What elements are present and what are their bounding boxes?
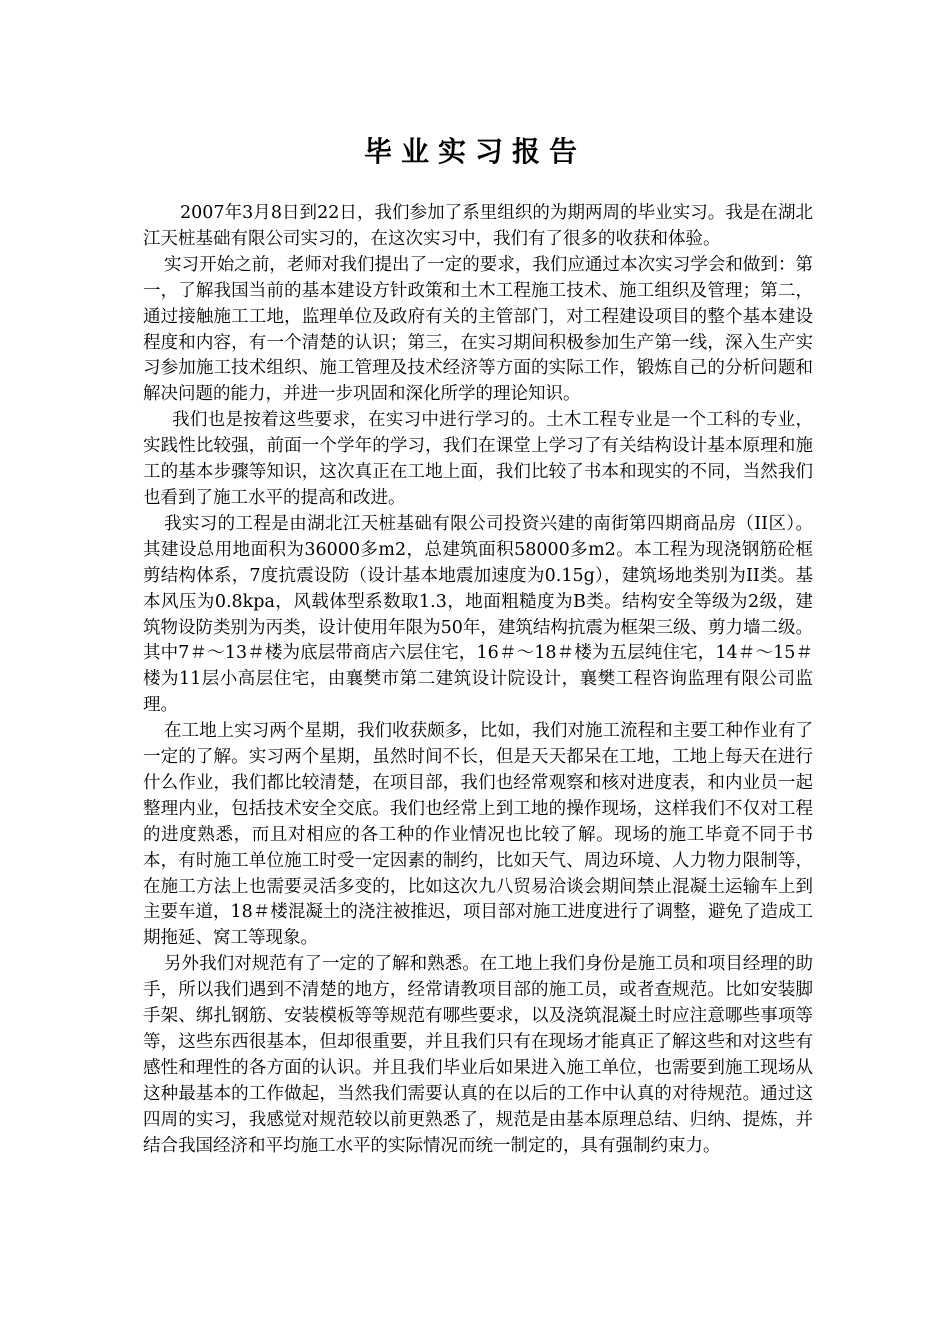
document-body [143,201,813,1160]
paragraph-standards: 另外我们对规范有了一定的了解和熟悉。在工地上我们身份是施工员和项目经理的助手，所以我们遇到不清楚的地方，经常请教项目部的施工员，或者查规范。比如安装脚手架、绑扎钢筋、安装模板等等规范有哪些要求，以及浇筑混凝土时应注意哪些事项等等，这些东西很基本，但却很重要，并且我们只有在现场才能真正了解这些和对这些有感性和理性的各方面的认识。并且我们毕业后如果进入施工单位，也需要到施工现场从这种最基本的工作做起，当然我们需要认真的在以后的工作中认真的对待规范。通过这四周的实习，我感觉对规范较以前更熟悉了，规范是由基本原理总结、归纳、提炼，并结合我国经济和平均施工水平的实际情况而统一制定的，具有强制约束力。 [143,954,813,1156]
paragraph-requirements: 实习开始之前，老师对我们提出了一定的要求，我们应通过本次实习学会和做到：第一，了解我国当前的基本建设方针政策和土木工程施工技术、施工组织及管理；第二，通过接触施工工地，监理单位及政府有关的主管部门，对工程建设项目的整个基本建设程度和内容，有一个清楚的认识；第三，在实习期间积极参加生产第一线，深入生产实习参加施工技术组织、施工管理及技术经济等方面的实际工作，锻炼自己的分析问题和解决问题的能力，并进一步巩固和深化所学的理论知识。 [143,254,813,405]
paragraph-learning: 我们也是按着这些要求，在实习中进行学习的。土木工程专业是一个工科的专业，实践性比较强，前面一个学年的学习，我们在课堂上学习了有关结构设计基本原理和施工的基本步骤等知识，这次真正在工地上面，我们比较了书本和现实的不同，当然我们也看到了施工水平的提高和改进。 [143,410,813,508]
paragraph-intro: 2007年3月8日到22日，我们参加了系里组织的为期两周的毕业实习。我是在湖北江天桩基础有限公司实习的，在这次实习中，我们有了很多的收获和体验。 [143,203,813,249]
paragraph-project: 我实习的工程是由湖北江天桩基础有限公司投资兴建的南街第四期商品房（II区）。其建设总用地面积为36000多m2，总建筑面积58000多m2。本工程为现浇钢筋砼框剪结构体系，7度抗震设防（设计基本地震加速度为0.15g），建筑场地类别为II类。基本风压为0.8kpa，风载体型系数取1.3，地面粗糙度为B类。结构安全等级为2级，建筑物设防类别为丙类，设计使用年限为50年，建筑结构抗震为框架三级、剪力墙二级。其中7＃～13＃楼为底层带商店六层住宅，16＃～18＃楼为五层纯住宅，14＃～15＃楼为11层小高层住宅，由襄樊市第二建筑设计院设计，襄樊工程咨询监理有限公司监理。 [143,513,813,716]
paragraph-site-work: 在工地上实习两个星期，我们收获颇多，比如，我们对施工流程和主要工种作业有了一定的了解。实习两个星期，虽然时间不长，但是天天都呆在工地，工地上每天在进行什么作业，我们都比较清楚，在项目部，我们也经常观察和核对进度表，和内业员一起整理内业，包括技术安全交底。我们也经常上到工地的操作现场，这样我们不仅对工程的进度熟悉，而且对相应的各工种的作业情况也比较了解。现场的施工毕竟不同于书本，有时施工单位施工时受一定因素的制约，比如天气、周边环境、人力物力限制等，在施工方法上也需要灵活多变的，比如这次九八贸易洽谈会期间禁止混凝土运输车上到主要车道，18＃楼混凝土的浇注被推迟，项目部对施工进度进行了调整，避免了造成工期拖延、窝工等现象。 [143,721,813,949]
document-title: 毕业实习报告 [363,135,586,168]
